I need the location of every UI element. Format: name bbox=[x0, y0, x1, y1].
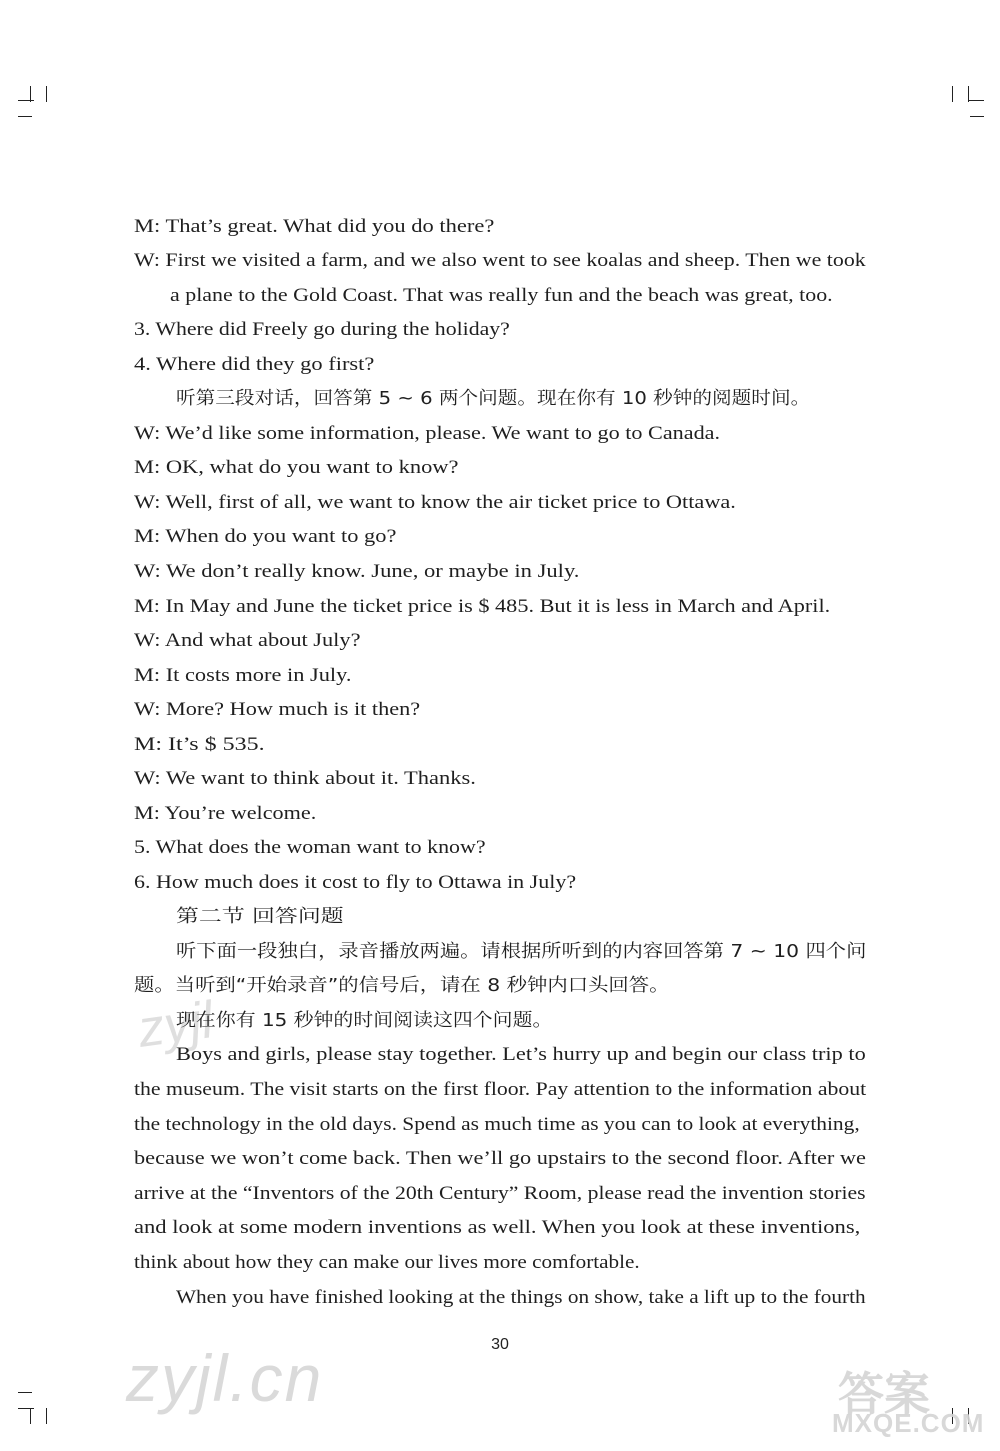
crop-mark-top-right-h bbox=[968, 100, 984, 101]
text-line: W: We don’t really know. June, or maybe in July. bbox=[134, 561, 580, 582]
text-line: W: Well, first of all, we want to know the air ticket price to Ottawa. bbox=[134, 492, 736, 513]
text-line: the technology in the old days. Spend as much time as you can to look at everything, bbox=[134, 1114, 860, 1135]
text-line: M: That’s great. What did you do there? bbox=[134, 216, 495, 237]
text-line: W: We want to think about it. Thanks. bbox=[134, 768, 476, 789]
text-line: 听下面一段独白，录音播放两遍。请根据所听到的内容回答第 7 ~ 10 四个问 bbox=[176, 941, 867, 962]
text-line: W: And what about July? bbox=[134, 630, 361, 651]
text-line: M: It costs more in July. bbox=[134, 665, 352, 686]
page-number: 30 bbox=[491, 1336, 509, 1353]
crop-mark-top-right-v1 bbox=[952, 86, 953, 102]
text-line: 题。当听到“开始录音”的信号后，请在 8 秒钟内口头回答。 bbox=[134, 975, 670, 996]
text-line: W: We’d like some information, please. We want to go to Canada. bbox=[134, 423, 721, 444]
crop-mark-bottom-left-v1 bbox=[30, 1408, 31, 1424]
text-line: M: In May and June the ticket price is $ 485. But it is less in March and April. bbox=[134, 596, 831, 617]
text-line: and look at some modern inventions as well. When you look at these inventions, bbox=[134, 1217, 861, 1238]
text-line: 现在你有 15 秒钟的时间阅读这四个问题。 bbox=[176, 1010, 553, 1031]
text-line: the museum. The visit starts on the first floor. Pay attention to the information about bbox=[134, 1079, 867, 1100]
text-line: 3. Where did Freely go during the holiday? bbox=[134, 319, 510, 340]
text-line: a plane to the Gold Coast. That was really fun and the beach was great, too. bbox=[170, 285, 833, 306]
text-line: M: OK, what do you want to know? bbox=[134, 457, 459, 478]
text-line: 听第三段对话，回答第 5 ~ 6 两个问题。现在你有 10 秒钟的阅题时间。 bbox=[176, 388, 811, 409]
crop-mark-bottom-left-v2 bbox=[46, 1408, 47, 1424]
text-line: 4. Where did they go first? bbox=[134, 354, 375, 375]
crop-mark-top-left-h bbox=[18, 100, 34, 101]
text-line: because we won’t come back. Then we’ll go upstairs to the second floor. After we bbox=[134, 1148, 866, 1169]
crop-mark-top-left-v2 bbox=[46, 86, 47, 102]
watermark-bottom: zyjl.cn bbox=[126, 1341, 324, 1415]
text-line: W: First we visited a farm, and we also went to see koalas and sheep. Then we took bbox=[134, 250, 866, 271]
text-line: M: When do you want to go? bbox=[134, 526, 397, 547]
text-line: think about how they can make our lives more comfortable. bbox=[134, 1252, 640, 1273]
text-line: arrive at the “Inventors of the 20th Century” Room, please read the invention stories bbox=[134, 1183, 866, 1204]
text-line: Boys and girls, please stay together. Let’s hurry up and begin our class trip to bbox=[176, 1044, 866, 1065]
crop-mark-top-right-h2 bbox=[970, 116, 984, 117]
text-line: M: It’s $ 535. bbox=[134, 734, 265, 755]
crop-mark-top-left-h2 bbox=[18, 116, 32, 117]
text-line: M: You’re welcome. bbox=[134, 803, 317, 824]
watermark-right-en: MXQE.COM bbox=[832, 1408, 985, 1438]
text-line: When you have finished looking at the things on show, take a lift up to the fourth bbox=[176, 1287, 866, 1308]
watermark-mid: zyjl bbox=[134, 991, 217, 1059]
text-line: W: More? How much is it then? bbox=[134, 699, 421, 720]
crop-mark-bottom-left-h bbox=[18, 1392, 32, 1393]
watermark-right-cn: 答案 bbox=[838, 1368, 930, 1420]
crop-mark-bottom-left-h2 bbox=[18, 1408, 34, 1409]
text-line: 5. What does the woman want to know? bbox=[134, 837, 486, 858]
crop-mark-top-left-v1 bbox=[30, 86, 31, 102]
text-line: 6. How much does it cost to fly to Ottawa in July? bbox=[134, 872, 577, 893]
text-line: 第二节 回答问题 bbox=[176, 906, 344, 927]
